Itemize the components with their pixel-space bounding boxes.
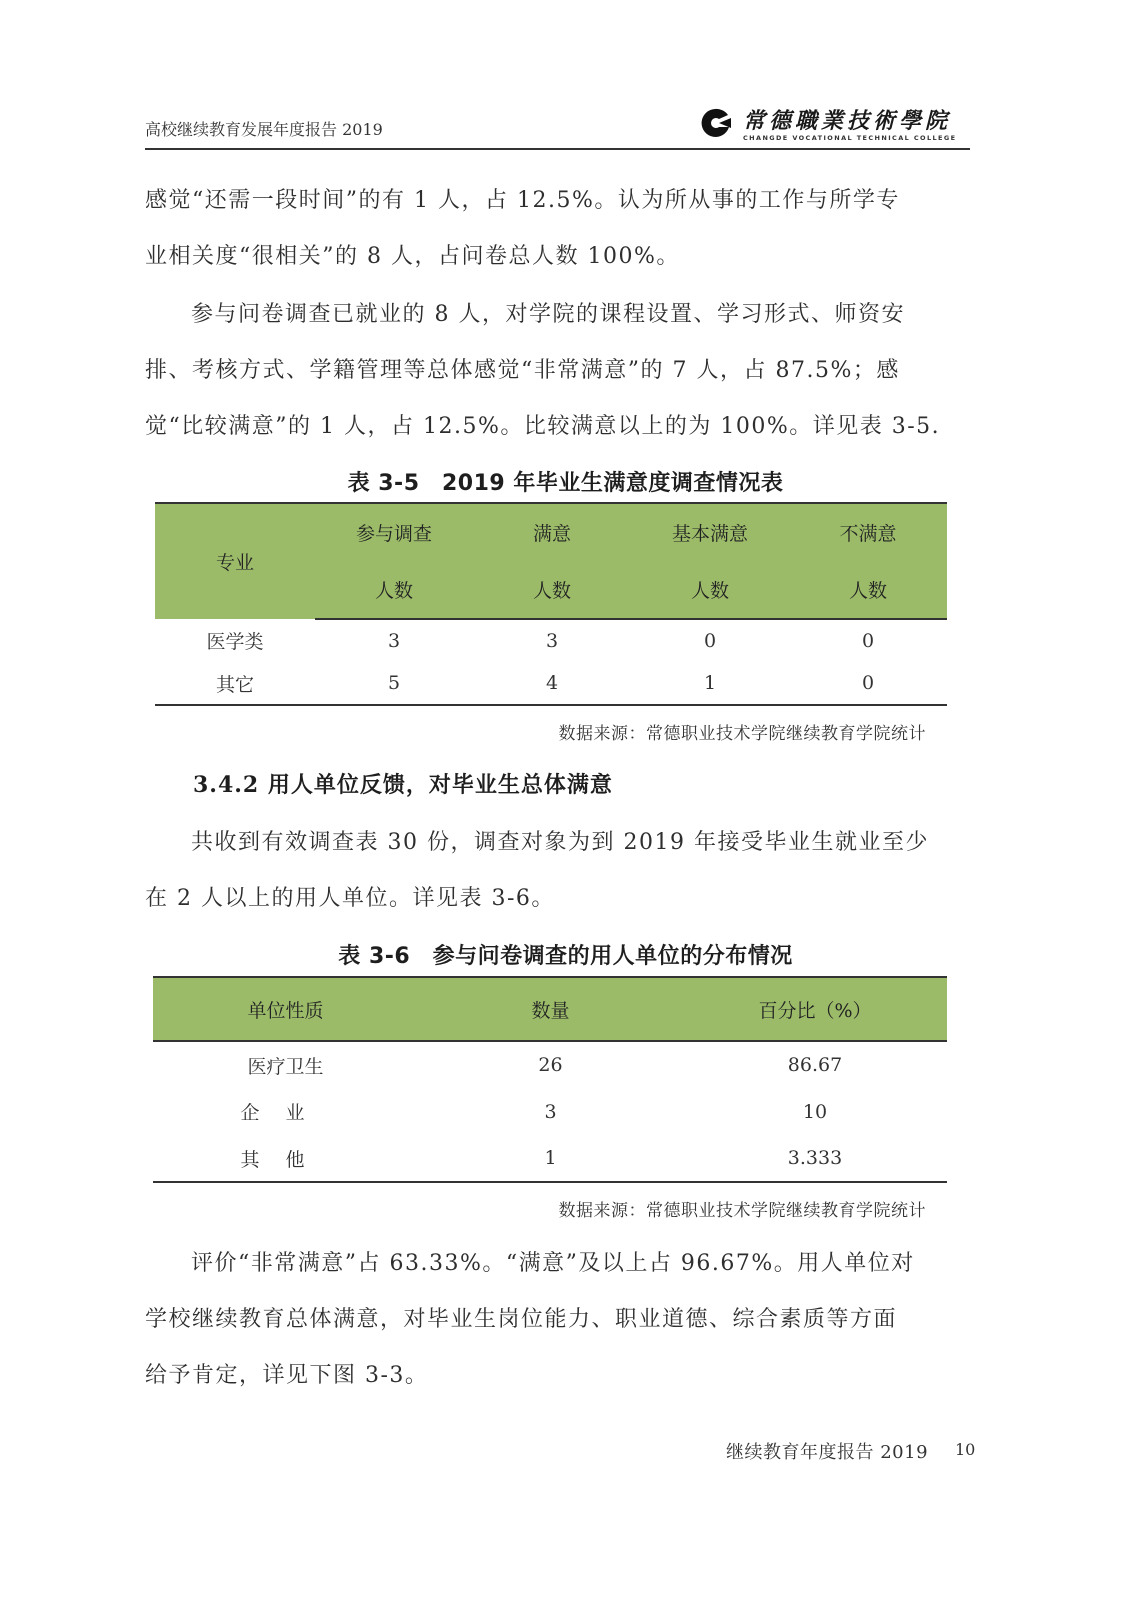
text-line: 给予肯定，详见下图 3-3。 (145, 1363, 429, 1388)
school-logo (695, 102, 970, 146)
table-cell: 1 (544, 1147, 557, 1169)
table-cell: 3 (545, 630, 559, 652)
table-cell: 0 (703, 630, 717, 652)
table-cell: 3 (387, 630, 401, 652)
text-line: 参与问卷调查已就业的 8 人，对学院的课程设置、学习形式、师资安 (191, 302, 905, 327)
table-cell: 10 (802, 1100, 828, 1123)
table-3-6 (153, 976, 947, 1183)
text-line: 评价“非常满意”占 63.33%。“满意”及以上占 96.67%。用人单位对 (191, 1251, 915, 1276)
header-cell: 参与调查 (315, 503, 473, 561)
header-major: 专业 (155, 503, 315, 619)
header-cell: 百分比（%） (683, 977, 947, 1041)
table-cell: 26 (538, 1054, 563, 1076)
table-cell: 其他 (240, 1148, 331, 1171)
page-number: 10 (955, 1440, 976, 1459)
table-row (155, 662, 947, 705)
school-logo-icon (695, 106, 735, 140)
table-cell: 5 (387, 672, 401, 694)
table-cell: 3.333 (787, 1147, 843, 1169)
header-cell: 人数 (315, 561, 473, 619)
header-cell: 人数 (789, 561, 947, 619)
header-cell: 人数 (473, 561, 631, 619)
school-name-en: CHANGDE VOCATIONAL TECHNICAL COLLEGE (743, 134, 957, 142)
text-line: 感觉“还需一段时间”的有 1 人，占 12.5%。认为所从事的工作与所学专 (145, 188, 900, 213)
table-3-6-source: 数据来源：常德职业技术学院继续教育学院统计 (558, 1201, 926, 1221)
text-line: 排、考核方式、学籍管理等总体感觉“非常满意”的 7 人，占 87.5%；感 (145, 358, 900, 383)
table-3-5 (155, 502, 947, 706)
table-cell: 1 (703, 672, 717, 694)
header-cell: 满意 (473, 503, 631, 561)
header-cell: 基本满意 (631, 503, 789, 561)
table-row (155, 619, 947, 662)
text-line: 在 2 人以上的用人单位。详见表 3-6。 (145, 886, 555, 911)
text-line: 共收到有效调查表 30 份，调查对象为到 2019 年接受毕业生就业至少 (191, 830, 929, 855)
table-3-5-source: 数据来源：常德职业技术学院继续教育学院统计 (558, 724, 926, 744)
table-row (153, 1041, 947, 1088)
header-cell: 人数 (631, 561, 789, 619)
table-cell: 3 (544, 1100, 557, 1123)
text-line: 业相关度“很相关”的 8 人，占问卷总人数 100%。 (145, 244, 680, 269)
table-cell: 医学类 (206, 631, 264, 653)
header-cell: 单位性质 (153, 977, 418, 1041)
text-line: 学校继续教育总体满意，对毕业生岗位能力、职业道德、综合素质等方面 (145, 1307, 898, 1332)
header-cell: 数量 (418, 977, 683, 1041)
text-line: 觉“比较满意”的 1 人，占 12.5%。比较满意以上的为 100%。详见表 3-5. (145, 414, 941, 439)
section-heading: 3.4.2 用人单位反馈，对毕业生总体满意 (193, 772, 613, 798)
table-cell: 企业 (240, 1102, 331, 1124)
footer-title: 继续教育年度报告 2019 (726, 1442, 929, 1463)
paragraph-3 (145, 815, 970, 927)
school-name-cn: 常德職業技術學院 (743, 108, 952, 134)
table-row (153, 1088, 947, 1135)
table-cell: 4 (545, 672, 559, 694)
paragraph-2 (145, 287, 970, 455)
table-cell: 0 (861, 630, 875, 652)
header-cell: 不满意 (789, 503, 947, 561)
table-cell: 0 (861, 672, 875, 694)
paragraph-1 (145, 173, 970, 285)
table-row (153, 1135, 947, 1182)
paragraph-4 (145, 1236, 970, 1404)
table-cell: 医疗卫生 (247, 1055, 324, 1078)
table-cell: 86.67 (787, 1054, 843, 1076)
report-title: 高校继续教育发展年度报告 2019 (145, 120, 383, 139)
table-3-6-caption: 表 3-6 参与问卷调查的用人单位的分布情况 (338, 944, 793, 969)
page-header (145, 100, 970, 150)
table-cell: 其它 (215, 673, 254, 696)
table-3-5-caption: 表 3-5 2019 年毕业生满意度调查情况表 (347, 471, 784, 496)
